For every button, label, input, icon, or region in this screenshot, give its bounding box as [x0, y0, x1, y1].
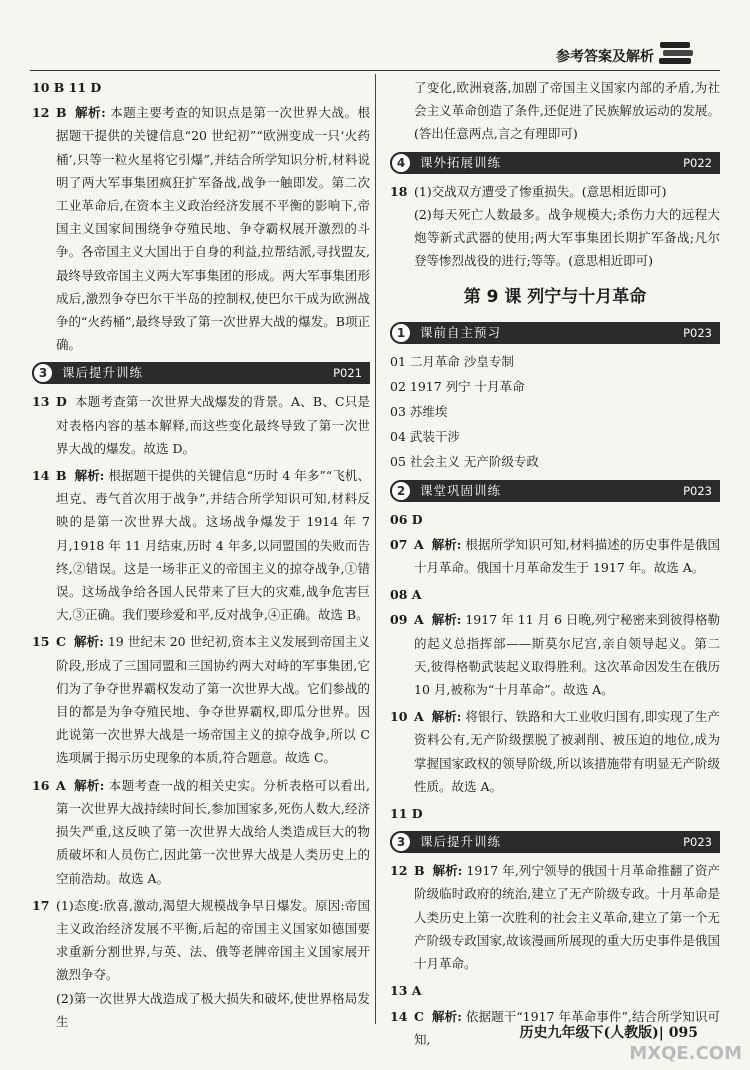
- preview-answer: 01 二月革命 沙皇专制: [390, 353, 514, 369]
- answer-line: 06 D: [390, 511, 423, 527]
- lesson-title: 第 9 课 列宁与十月革命: [463, 287, 647, 308]
- answer-line: 13 A: [390, 983, 422, 999]
- answer-item-15: 15 C 解析: 19 世纪末 20 世纪初,资本主义发展到帝国主义阶段,形成了三国同盟和三国协约两大对峙的军事集团,它们为了争夺世界霸权发动了第一次世界大战。它们参战的目的都是为争夺殖民地、争夺世界霸权,即瓜分世界。因此说第一次世界大战是一场帝国主义的掠夺战争,所以 C 选项属于揭示历史现象的本质,符合题意。故选 C。: [32, 634, 370, 766]
- answer-item-14: 14 B 解析: 根据题干提供的关键信息“历时 4 年多”“飞机、坦克、毒气首次用于战争”,并结合所学知识可知,材料反映的是第一次世界大战。这场战争爆发于 1914 年 7 月,1918 年 11 月结束,历时 4 年多,以同盟国的失败而告终,②错误。这是一场非正义的帝国主义的掠夺战争,①错误。这场战争给各国人民带来了巨大的灾难,战争危害巨大,③正确。我们要珍爱和平,反对战争,④正确。故选 B。: [32, 468, 370, 623]
- watermark-logo: MXQE.COM: [629, 1043, 742, 1064]
- books-icon: [658, 40, 694, 70]
- answer-item-18: 18 (1)交战双方遭受了惨重损失。(意思相近即可) (2)每天死亡人数最多。战争规模大;杀伤力大的远程大炮等新式武器的使用;两大军事集团长期扩军备战;凡尔登等惨烈战役的进行;等等。(意思相近即可): [390, 183, 720, 269]
- page-header: [30, 34, 720, 71]
- answer-item-09: 09 A 解析: 1917 年 11 月 6 日晚,列宁秘密来到彼得格勒的起义总指挥部——斯莫尔尼宫,亲自领导起义。第二天,彼得格勒武装起义取得胜利。这次革命因发生在俄历 10 月,被称为“十月革命”。故选 A。: [390, 612, 720, 698]
- continued-text: 了变化,欧洲衰落,加剧了帝国主义国家内部的矛盾,为社会主义革命创造了条件,还促进了民族解放运动的发展。(答出任意两点,言之有理即可): [414, 80, 720, 142]
- section-bar-classroom: 2 课堂巩固训练 P023: [390, 480, 720, 502]
- answer-item-12b: 12 B 解析: 1917 年,列宁领导的俄国十月革命推翻了资产阶级临时政府的统治,建立了无产阶级专政。十月革命是人类历史上第一次胜利的社会主义革命,建立了第一个无产阶级专政国家,故该漫画所展现的重大历史事件是俄国十月革命。: [390, 863, 720, 972]
- answer-line: 11 D: [390, 806, 423, 822]
- answer-line: 08 A: [390, 587, 422, 603]
- answer-item-16: 16 A 解析: 本题考查一战的相关史实。分析表格可以看出,第一次世界大战持续时间长,参加国家多,死伤人数大,经济损失严重,这反映了第一次世界大战给人类造成巨大的物质破坏和人员伤亡,因此第一次世界大战是人类历史上的空前浩劫。故选 A。: [32, 777, 370, 886]
- preview-answer: 03 苏维埃: [390, 404, 448, 420]
- section-bar-after-class: 3 课后提升训练 P021: [32, 362, 370, 384]
- section-bar-extension: 4 课外拓展训练 P022: [390, 152, 720, 174]
- answer-item-12: 12 B 解析: 本题主要考查的知识点是第一次世界大战。根据题干提供的关键信息“20 世纪初”“欧洲变成一只‘火药桶’,只等一粒火星将它引爆”,并结合所学知识分析,材料说明了两大军事集团疯狂扩军备战,战争一触即发。第二次工业革命后,在资本主义政治经济发展不平衡的影响下,帝国主义国家间围绕争夺殖民地、争夺霸权展开激烈的斗争。各帝国主义大国出于自身的利益,拉帮结派,寻找盟友,最终导致帝国主义两大军事集团的形成。两大军事集团形成后,激烈争夺巴尔干半岛的控制权,使巴尔干成为欧洲战争的“火药桶”,最终导致了第一次世界大战的爆发。B项正确。: [32, 105, 370, 353]
- answer-item-17: 17 (1)态度:欣喜,激动,渴望大规模战争早日爆发。原因:帝国主义政治经济发展不平衡,后起的帝国主义国家如德国要求重新分割世界,与英、法、俄等老牌帝国主义国家展开激烈争夺。 (2)第一次世界大战造成了极大损失和破坏,使世界格局发生: [32, 897, 370, 1029]
- answer-item-10: 10 A 解析: 将银行、铁路和大工业收归国有,即实现了生产资料公有,无产阶级摆脱了被剥削、被压迫的地位,成为掌握国家政权的领导阶级,所以该措施带有明显无产阶级性质。故选 A。: [390, 709, 720, 794]
- preview-answer: 04 武装干涉: [390, 429, 460, 445]
- answer-item-13: 13 D 本题考查第一次世界大战爆发的背景。A、B、C只是对表格内容的基本解释,而这些变化最终导致了第一次世界大战的爆发。故选 D。: [32, 394, 370, 456]
- answer-item-07: 07 A 解析: 根据所学知识可知,材料描述的历史事件是俄国十月革命。俄国十月革命发生于 1917 年。故选 A。: [390, 536, 720, 576]
- page-footer: 历史九年级下(人教版)| 095: [519, 1025, 698, 1041]
- preview-answer: 05 社会主义 无产阶级专政: [390, 454, 539, 470]
- section-bar-after-class-2: 3 课后提升训练 P023: [390, 831, 720, 853]
- section-bar-preview: 1 课前自主预习 P023: [390, 322, 720, 344]
- header-title: 参考答案及解析: [556, 49, 654, 65]
- preview-answer: 02 1917 列宁 十月革命: [390, 378, 525, 394]
- left-column: [32, 74, 370, 1037]
- column-divider: [375, 74, 376, 1024]
- answer-line: 10 B 11 D: [32, 80, 102, 95]
- right-column: [390, 74, 720, 1055]
- answer-item-14b: 14 C 解析: 依据题干“1917 年革命事件”,结合所学知识可知,: [390, 1008, 720, 1047]
